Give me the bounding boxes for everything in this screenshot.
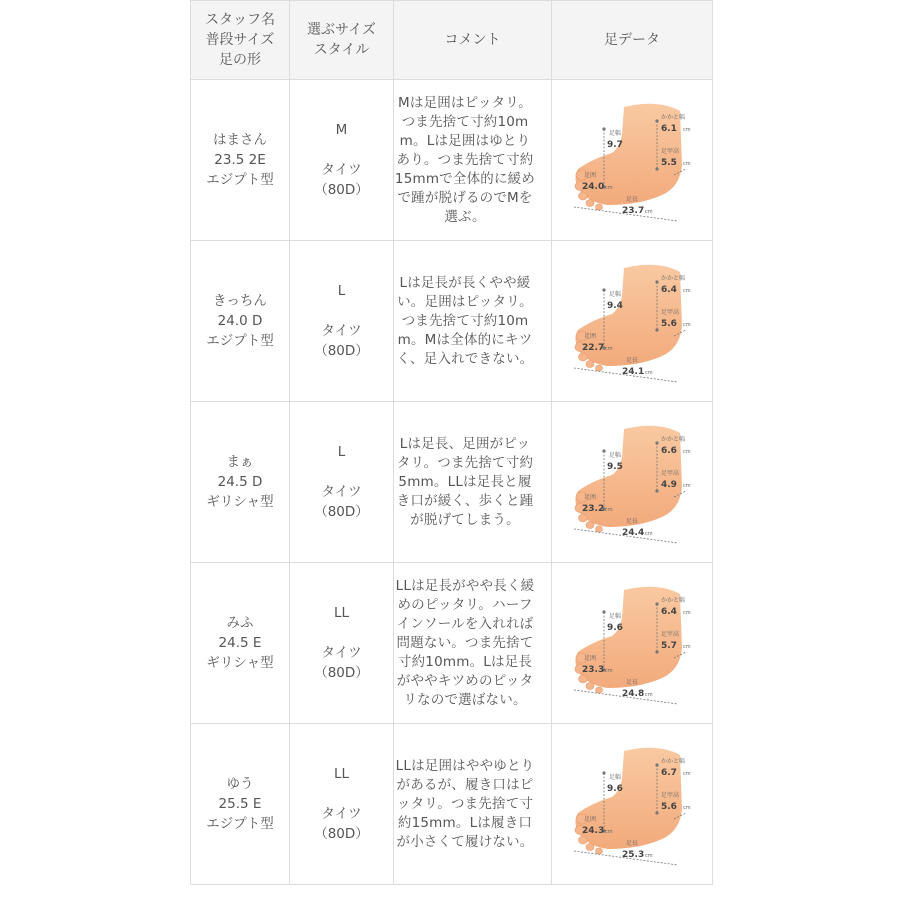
foot-diagram [562, 578, 702, 708]
comment-text: Lは足長が長くやや緩い。足囲はピッタリ。つま先捨て寸約10mm。Mは全体的にキツく、足入れできない。 [396, 274, 534, 367]
heel-width-value: 6.1 [661, 124, 677, 134]
staff-cell [191, 724, 290, 885]
denier-label: （80D） [314, 665, 369, 681]
unit-instep: cm [683, 161, 691, 167]
header-comment: コメント [394, 1, 552, 80]
denier-label: （80D） [314, 182, 369, 198]
length-value: 24.4 [622, 528, 645, 538]
heel-width-value: 6.6 [661, 446, 677, 456]
unit-girth: cm [605, 668, 613, 674]
girth-value: 23.2 [582, 504, 605, 514]
table-row [191, 241, 713, 402]
size-cell [290, 80, 394, 241]
foot-data-cell [552, 563, 713, 724]
staff-foot-shape: ギリシャ型 [206, 655, 274, 671]
foot-diagram [562, 739, 702, 869]
style-label: タイツ [321, 162, 362, 178]
header-staff [191, 1, 290, 80]
table-row [191, 402, 713, 563]
unit-length: cm [645, 531, 653, 537]
foot-diagram [562, 256, 702, 386]
foot-width-value: 9.7 [607, 140, 623, 150]
unit-length: cm [645, 853, 653, 859]
comment-cell [394, 563, 552, 724]
label-width: 足幅 [609, 452, 622, 459]
label-instep: 足甲高 [661, 631, 680, 638]
label-length: 足長 [626, 840, 639, 847]
unit-heel: cm [683, 127, 691, 133]
unit-heel: cm [683, 288, 691, 294]
label-instep: 足甲高 [661, 309, 680, 316]
staff-fit-table [190, 0, 713, 885]
table-row [191, 563, 713, 724]
length-value: 24.1 [622, 367, 645, 377]
style-label: タイツ [321, 484, 362, 500]
unit-length: cm [645, 692, 653, 698]
label-heel: かかと幅 [661, 758, 686, 765]
chosen-size: M [335, 122, 348, 138]
header-size-line: スタイル [313, 42, 370, 58]
foot-width-value: 9.4 [607, 301, 623, 311]
unit-girth: cm [605, 346, 613, 352]
header-row [191, 1, 713, 80]
label-girth: 足囲 [584, 655, 597, 662]
table-row [191, 80, 713, 241]
label-heel: かかと幅 [661, 114, 686, 121]
label-heel: かかと幅 [661, 275, 686, 282]
staff-usual-size: 23.5 2E [214, 152, 266, 168]
staff-usual-size: 24.5 E [218, 635, 262, 651]
label-width: 足幅 [609, 130, 622, 137]
size-cell [290, 241, 394, 402]
size-cell [290, 563, 394, 724]
staff-name: ゆう [226, 776, 254, 792]
unit-length: cm [645, 370, 653, 376]
foot-diagram [562, 417, 702, 547]
length-value: 23.7 [622, 206, 645, 216]
label-length: 足長 [626, 518, 639, 525]
comment-text: LLは足囲はややゆとりがあるが、履き口はピッタリ。つま先捨て寸約15mm。Lは履き口が小さくて履けない。 [395, 757, 535, 850]
girth-value: 22.7 [582, 343, 605, 353]
staff-name: まぁ [226, 454, 254, 470]
label-width: 足幅 [609, 291, 622, 298]
header-size [290, 1, 394, 80]
heel-width-value: 6.4 [661, 285, 677, 295]
foot-diagram [562, 95, 702, 225]
staff-foot-shape: ギリシャ型 [206, 494, 274, 510]
length-value: 24.8 [622, 689, 645, 699]
size-cell [290, 402, 394, 563]
unit-heel: cm [683, 610, 691, 616]
foot-width-value: 9.5 [607, 462, 623, 472]
girth-value: 23.3 [582, 665, 605, 675]
comment-text: Mは足囲はピッタリ。つま先捨て寸約10mm。Lは足囲はゆとりあり。つま先捨て寸約15mmで全体的に緩めで踵が脱げるのでMを選ぶ。 [394, 94, 536, 225]
instep-value: 5.6 [661, 319, 677, 329]
label-length: 足長 [626, 196, 639, 203]
foot-data-cell [552, 402, 713, 563]
header-footdata: 足データ [552, 1, 713, 80]
chosen-size: LL [333, 605, 350, 621]
unit-instep: cm [683, 644, 691, 650]
denier-label: （80D） [314, 343, 369, 359]
staff-usual-size: 24.5 D [217, 474, 263, 490]
label-heel: かかと幅 [661, 597, 686, 604]
foot-width-value: 9.6 [607, 623, 623, 633]
comment-cell [394, 402, 552, 563]
chosen-size: LL [333, 766, 350, 782]
unit-instep: cm [683, 805, 691, 811]
instep-value: 5.7 [661, 641, 677, 651]
comment-cell [394, 80, 552, 241]
staff-foot-shape: エジプト型 [206, 816, 274, 832]
chosen-size: L [337, 444, 346, 460]
label-girth: 足囲 [584, 816, 597, 823]
unit-heel: cm [683, 449, 691, 455]
label-girth: 足囲 [584, 333, 597, 340]
label-girth: 足囲 [584, 494, 597, 501]
label-instep: 足甲高 [661, 148, 680, 155]
unit-instep: cm [683, 322, 691, 328]
staff-name: はまさん [213, 132, 267, 148]
length-value: 25.3 [622, 850, 645, 860]
foot-width-value: 9.6 [607, 784, 623, 794]
instep-value: 5.5 [661, 158, 677, 168]
label-length: 足長 [626, 679, 639, 686]
label-heel: かかと幅 [661, 436, 686, 443]
girth-value: 24.0 [582, 182, 605, 192]
denier-label: （80D） [314, 504, 369, 520]
foot-data-cell [552, 80, 713, 241]
staff-usual-size: 25.5 E [218, 796, 262, 812]
size-cell [290, 724, 394, 885]
instep-value: 4.9 [661, 480, 677, 490]
label-width: 足幅 [609, 613, 622, 620]
comment-text: Lは足長、足囲がピッタリ。つま先捨て寸約5mm。LLは足長と履き口が緩く、歩くと踵が脱げてしまう。 [396, 435, 534, 528]
chosen-size: L [337, 283, 346, 299]
heel-width-value: 6.7 [661, 768, 677, 778]
style-label: タイツ [321, 645, 362, 661]
staff-cell [191, 241, 290, 402]
heel-width-value: 6.4 [661, 607, 677, 617]
label-instep: 足甲高 [661, 792, 680, 799]
foot-data-cell [552, 724, 713, 885]
table-row [191, 724, 713, 885]
header-staff-line: 普段サイズ [205, 32, 275, 48]
label-length: 足長 [626, 357, 639, 364]
unit-girth: cm [605, 507, 613, 513]
instep-value: 5.6 [661, 802, 677, 812]
staff-cell [191, 402, 290, 563]
unit-girth: cm [605, 185, 613, 191]
comment-cell [394, 724, 552, 885]
staff-cell [191, 563, 290, 724]
header-staff-line: 足の形 [219, 52, 261, 68]
header-staff-line: スタッフ名 [205, 12, 275, 28]
label-instep: 足甲高 [661, 470, 680, 477]
staff-name: きっちん [213, 293, 267, 309]
unit-length: cm [645, 209, 653, 215]
style-label: タイツ [321, 806, 362, 822]
comment-cell [394, 241, 552, 402]
unit-heel: cm [683, 771, 691, 777]
staff-name: みふ [226, 615, 254, 631]
style-label: タイツ [321, 323, 362, 339]
girth-value: 24.3 [582, 826, 605, 836]
foot-data-cell [552, 241, 713, 402]
staff-foot-shape: エジプト型 [206, 172, 274, 188]
unit-girth: cm [605, 829, 613, 835]
denier-label: （80D） [314, 826, 369, 842]
comment-text: LLは足長がやや長く緩めのピッタリ。ハーフインソールを入れれば問題ない。つま先捨て寸約10mm。Lは足長がややキツめのピッタリなので選ばない。 [395, 577, 535, 708]
staff-foot-shape: エジプト型 [206, 333, 274, 349]
staff-cell [191, 80, 290, 241]
unit-instep: cm [683, 483, 691, 489]
label-width: 足幅 [609, 774, 622, 781]
header-size-line: 選ぶサイズ [307, 22, 376, 38]
staff-usual-size: 24.0 D [217, 313, 263, 329]
label-girth: 足囲 [584, 172, 597, 179]
